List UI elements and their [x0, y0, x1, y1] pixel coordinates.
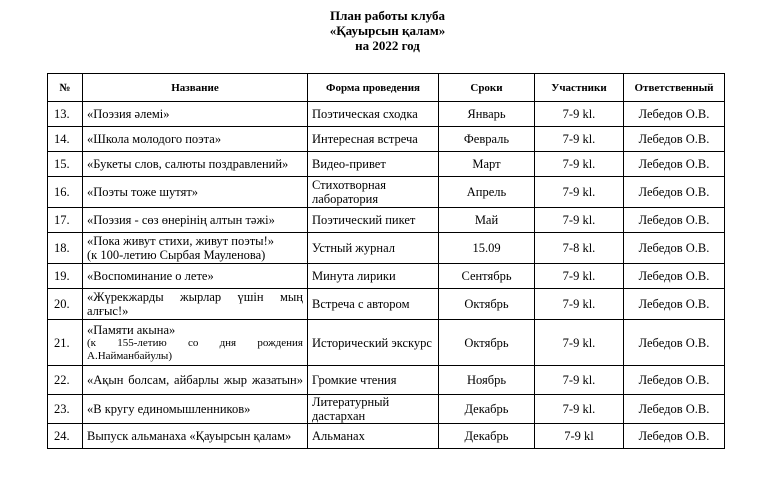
- header-number: №: [48, 74, 83, 102]
- table-row: [48, 127, 725, 152]
- cell-form: Поэтическая сходка: [308, 102, 439, 127]
- cell-participants: 7-8 kl.: [535, 233, 624, 264]
- table-row: [48, 177, 725, 208]
- cell-name: [83, 320, 308, 366]
- cell-name: «Поэты тоже шутят»: [83, 177, 308, 208]
- cell-participants: 7-9 kl.: [535, 366, 624, 395]
- cell-number: 23.: [48, 395, 83, 424]
- cell-name: «Букеты слов, салюты поздравлений»: [83, 152, 308, 177]
- cell-participants: 7-9 kl.: [535, 127, 624, 152]
- cell-number: 14.: [48, 127, 83, 152]
- cell-number: 13.: [48, 102, 83, 127]
- cell-form: Литературный дастархан: [308, 395, 439, 424]
- title-line-3: на 2022 год: [355, 38, 420, 53]
- event-title: «Пока живут стихи, живут поэты!»: [87, 234, 274, 248]
- header-name: Название: [83, 74, 308, 102]
- cell-participants: 7-9 kl.: [535, 102, 624, 127]
- table-row: [48, 366, 725, 395]
- document-title: [0, 8, 775, 53]
- cell-form: Исторический экскурс: [308, 320, 439, 366]
- header-responsible: Ответственный: [624, 74, 725, 102]
- table-row: [48, 208, 725, 233]
- cell-number: 16.: [48, 177, 83, 208]
- cell-date: Март: [439, 152, 535, 177]
- cell-date: Сентябрь: [439, 264, 535, 289]
- table-row: [48, 320, 725, 366]
- cell-date: Январь: [439, 102, 535, 127]
- cell-participants: 7-9 kl.: [535, 264, 624, 289]
- cell-form: Альманах: [308, 424, 439, 449]
- event-subtitle: (к 100-летию Сырбая Мауленова): [87, 248, 266, 262]
- cell-form: Устный журнал: [308, 233, 439, 264]
- cell-date: Октябрь: [439, 320, 535, 366]
- cell-responsible: Лебедов О.В.: [624, 289, 725, 320]
- table-row: [48, 233, 725, 264]
- cell-name: [83, 233, 308, 264]
- cell-responsible: Лебедов О.В.: [624, 395, 725, 424]
- cell-name: «Ақын болсам, айбарлы жыр жазатын»: [83, 366, 308, 395]
- header-participants: Участники: [535, 74, 624, 102]
- cell-responsible: Лебедов О.В.: [624, 127, 725, 152]
- cell-date: Декабрь: [439, 395, 535, 424]
- cell-name: «Поэзия - сөз өнерінің алтын тәжі»: [83, 208, 308, 233]
- cell-responsible: Лебедов О.В.: [624, 208, 725, 233]
- title-line-2: «Қауырсын қалам»: [329, 23, 446, 38]
- cell-number: 15.: [48, 152, 83, 177]
- cell-name: «Поэзия әлемі»: [83, 102, 308, 127]
- cell-participants: 7-9 kl.: [535, 320, 624, 366]
- event-subtitle: (к 155-летию со дня рождения А.Найманбайулы): [87, 336, 303, 362]
- cell-participants: 7-9 kl.: [535, 177, 624, 208]
- cell-form: Стихотворная лаборатория: [308, 177, 439, 208]
- cell-participants: 7-9 kl.: [535, 395, 624, 424]
- cell-name: «Школа молодого поэта»: [83, 127, 308, 152]
- cell-participants: 7-9 kl.: [535, 289, 624, 320]
- cell-date: Май: [439, 208, 535, 233]
- cell-number: 17.: [48, 208, 83, 233]
- table-row: [48, 152, 725, 177]
- cell-number: 18.: [48, 233, 83, 264]
- cell-number: 20.: [48, 289, 83, 320]
- header-dates: Сроки: [439, 74, 535, 102]
- cell-participants: 7-9 kl: [535, 424, 624, 449]
- cell-number: 24.: [48, 424, 83, 449]
- cell-form: Поэтический пикет: [308, 208, 439, 233]
- cell-responsible: Лебедов О.В.: [624, 177, 725, 208]
- cell-name: «Воспоминание о лете»: [83, 264, 308, 289]
- table-row: [48, 102, 725, 127]
- cell-participants: 7-9 kl.: [535, 208, 624, 233]
- cell-responsible: Лебедов О.В.: [624, 233, 725, 264]
- cell-name: Выпуск альманаха «Қауырсын қалам»: [83, 424, 308, 449]
- table-header-row: [48, 74, 725, 102]
- cell-number: 21.: [48, 320, 83, 366]
- cell-responsible: Лебедов О.В.: [624, 424, 725, 449]
- cell-date: Февраль: [439, 127, 535, 152]
- cell-date: Ноябрь: [439, 366, 535, 395]
- header-form: Форма проведения: [308, 74, 439, 102]
- cell-form: Видео-привет: [308, 152, 439, 177]
- cell-form: Громкие чтения: [308, 366, 439, 395]
- cell-form: Минута лирики: [308, 264, 439, 289]
- table-row: [48, 289, 725, 320]
- cell-number: 19.: [48, 264, 83, 289]
- cell-date: Декабрь: [439, 424, 535, 449]
- cell-responsible: Лебедов О.В.: [624, 264, 725, 289]
- cell-date: Октябрь: [439, 289, 535, 320]
- cell-responsible: Лебедов О.В.: [624, 320, 725, 366]
- cell-name: «В кругу единомышленников»: [83, 395, 308, 424]
- cell-participants: 7-9 kl.: [535, 152, 624, 177]
- cell-number: 22.: [48, 366, 83, 395]
- cell-date: 15.09: [439, 233, 535, 264]
- title-line-1: План работы клуба: [330, 8, 445, 23]
- cell-responsible: Лебедов О.В.: [624, 102, 725, 127]
- cell-form: Интересная встреча: [308, 127, 439, 152]
- cell-name: «Жүрекжарды жырлар үшін мың алғыс!»: [83, 289, 308, 320]
- cell-form: Встреча с автором: [308, 289, 439, 320]
- table-row: [48, 264, 725, 289]
- table-row: [48, 395, 725, 424]
- event-title: «Памяти акына»: [87, 322, 176, 337]
- cell-responsible: Лебедов О.В.: [624, 366, 725, 395]
- cell-date: Апрель: [439, 177, 535, 208]
- cell-responsible: Лебедов О.В.: [624, 152, 725, 177]
- table-row: [48, 424, 725, 449]
- plan-table: [47, 73, 725, 449]
